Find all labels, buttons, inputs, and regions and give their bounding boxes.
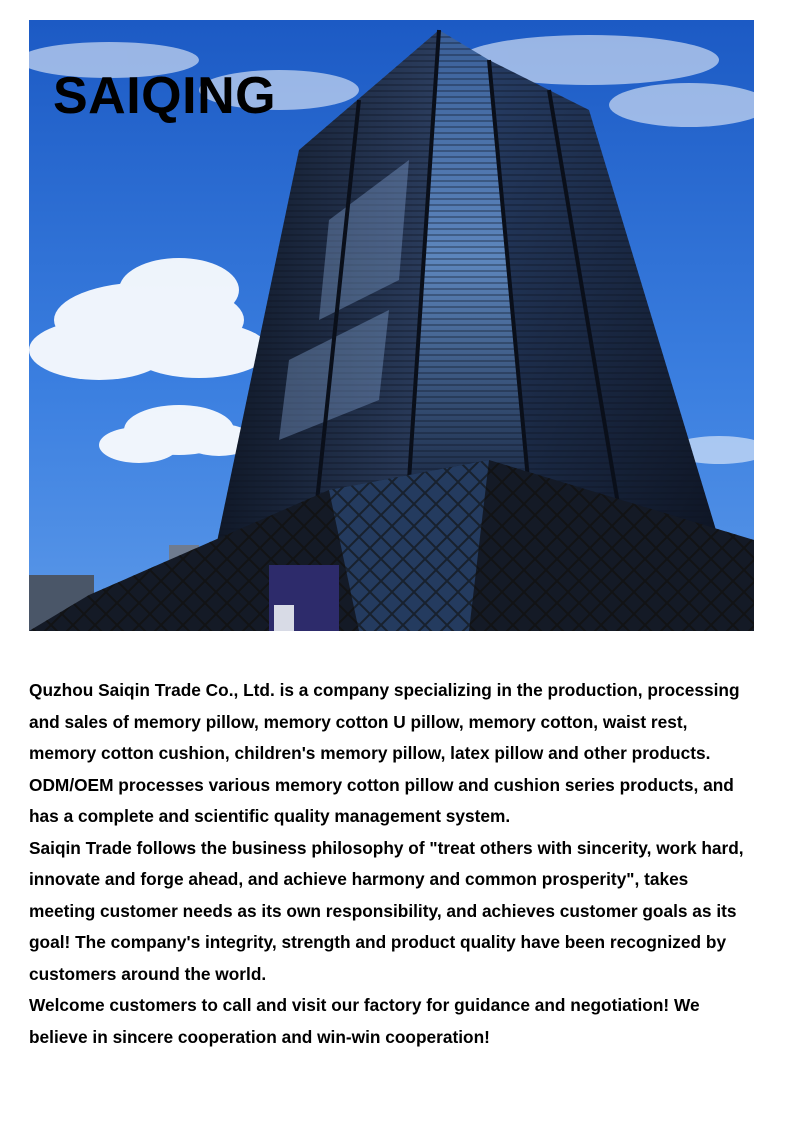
brand-logo-text: SAIQING — [53, 67, 277, 125]
hero-image — [29, 20, 754, 631]
company-description — [29, 675, 759, 1053]
description-paragraph-intro: Quzhou Saiqin Trade Co., Ltd. is a company specializing in the production, processing and sales of memory pillow, memory cotton U pillow, memory cotton, waist rest, memory cotton cushion, children's memory pillow, latex pillow and other products. ODM/OEM processes various memory cotton pillow and cushion series products, and has a complete and scientific quality management system. — [29, 680, 740, 826]
description-paragraph-welcome: Welcome customers to call and visit our factory for guidance and negotiation! We believe in sincere cooperation and win-win cooperation! — [29, 995, 700, 1047]
description-paragraph-philosophy: Saiqin Trade follows the business philosophy of "treat others with sincerity, work hard, innovate and forge ahead, and achieve harmony and common prosperity", takes meeting customer needs as its own responsibility, and achieves customer goals as its goal! The company's integrity, strength and product quality have been recognized by customers around the world. — [29, 837, 744, 984]
